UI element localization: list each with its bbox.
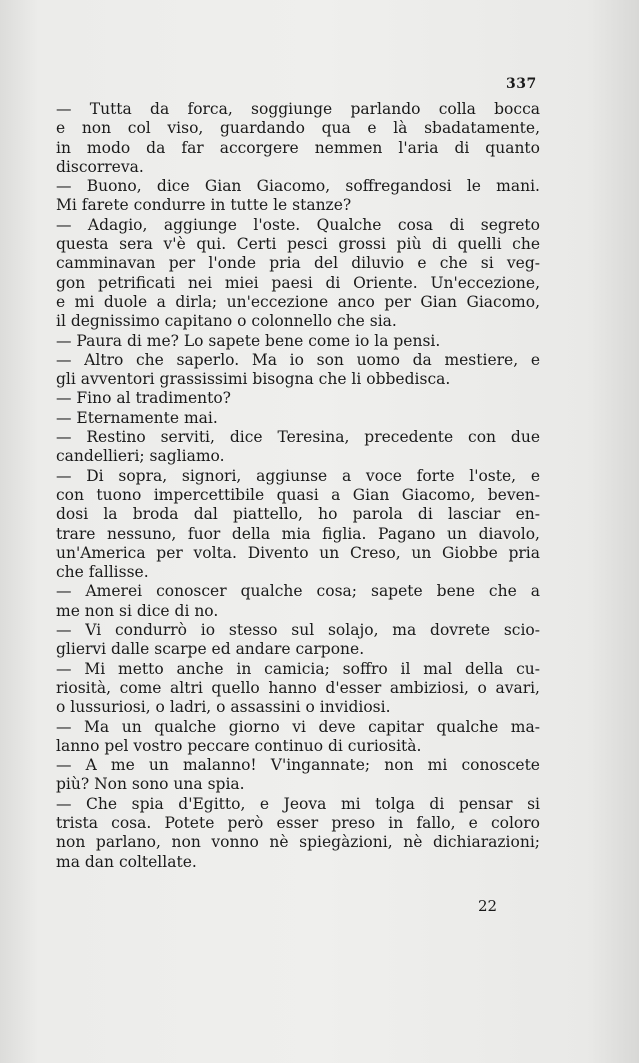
text-line: — A me un malanno! V'ingannate; non mi conoscete: [56, 756, 540, 775]
signature-mark: 22: [478, 897, 498, 915]
text-line: un'America per volta. Divento un Creso, un Giobbe pria: [56, 543, 540, 562]
text-line: ma dan coltellate.: [56, 852, 197, 871]
text-line: più? Non sono una spia.: [56, 775, 245, 794]
text-line: Mi farete condurre in tutte le stanze?: [56, 196, 352, 215]
text-line: — Amerei conoscer qualche cosa; sapete bene che a: [56, 582, 540, 601]
text-line: — Adagio, aggiunge l'oste. Qualche cosa di segreto: [56, 215, 540, 234]
text-line: — Restino serviti, dice Teresina, precedente con due: [56, 428, 540, 447]
text-line: trista cosa. Potete però esser preso in fallo, e coloro: [56, 813, 540, 832]
text-line: — Eternamente mai.: [56, 408, 218, 427]
text-line: — Tutta da forca, soggiunge parlando colla bocca: [56, 100, 540, 118]
text-line: questa sera v'è qui. Certi pesci grossi più di quelli che: [56, 235, 540, 254]
text-line: — Che spia d'Egitto, e Jeova mi tolga di pensar si: [56, 794, 540, 813]
text-line: trare nessuno, fuor della mia figlia. Pagano un diavolo,: [56, 524, 540, 543]
text-line: camminavan per l'onde pria del diluvio e che si veg-: [56, 254, 540, 273]
text-line: — Di sopra, signori, aggiunse a voce forte l'oste, e: [56, 466, 540, 485]
text-body: [56, 100, 540, 872]
text-line: discorreva.: [56, 157, 144, 176]
text-line: il degnissimo capitano o colonnello che sia.: [56, 312, 397, 331]
text-line: — Altro che saperlo. Ma io son uomo da mestiere, e: [56, 350, 540, 369]
text-line: candellieri; sagliamo.: [56, 447, 225, 466]
text-line: me non si dice di no.: [56, 601, 219, 620]
text-line: — Fino al tradimento?: [56, 389, 231, 408]
text-line: — Buono, dice Gian Giacomo, soffregandosi le mani.: [56, 177, 540, 196]
text-line: — Paura di me? Lo sapete bene come io la pensi.: [56, 331, 441, 350]
text-line: non parlano, non vonno nè spiegàzioni, nè dichiarazioni;: [56, 833, 540, 852]
text-line: che fallisse.: [56, 563, 149, 582]
text-line: — Mi metto anche in camicia; soffro il mal della cu-: [56, 659, 540, 678]
text-line: gliervi dalle scarpe ed andare carpone.: [56, 640, 365, 659]
text-line: e mi duole a dirla; un'eccezione anco per Gian Giacomo,: [56, 292, 540, 311]
text-line: — Ma un qualche giorno vi deve capitar qualche ma-: [56, 717, 540, 736]
text-line: lanno pel vostro peccare continuo di curiosità.: [56, 736, 422, 755]
text-line: in modo da far accorgere nemmen l'aria di quanto: [56, 138, 540, 157]
text-line: gli avventori grassissimi bisogna che li obbedisca.: [56, 370, 451, 389]
text-line: — Vi condurrò io stesso sul solajo, ma dovrete scio-: [56, 621, 540, 640]
text-line: gon petrificati nei miei paesi di Oriente. Un'eccezione,: [56, 273, 540, 292]
text-line: riosità, come altri quello hanno d'esser ambiziosi, o avari,: [56, 678, 540, 697]
text-line: dosi la broda dal piattello, ho parola di lasciar en-: [56, 505, 540, 524]
page-number: 337: [506, 76, 537, 92]
text-line: con tuono impercettibile quasi a Gian Giacomo, beven-: [56, 485, 540, 504]
text-line: o lussuriosi, o ladri, o assassini o invidiosi.: [56, 698, 391, 717]
text-line: e non col viso, guardando qua e là sbadatamente,: [56, 119, 540, 138]
